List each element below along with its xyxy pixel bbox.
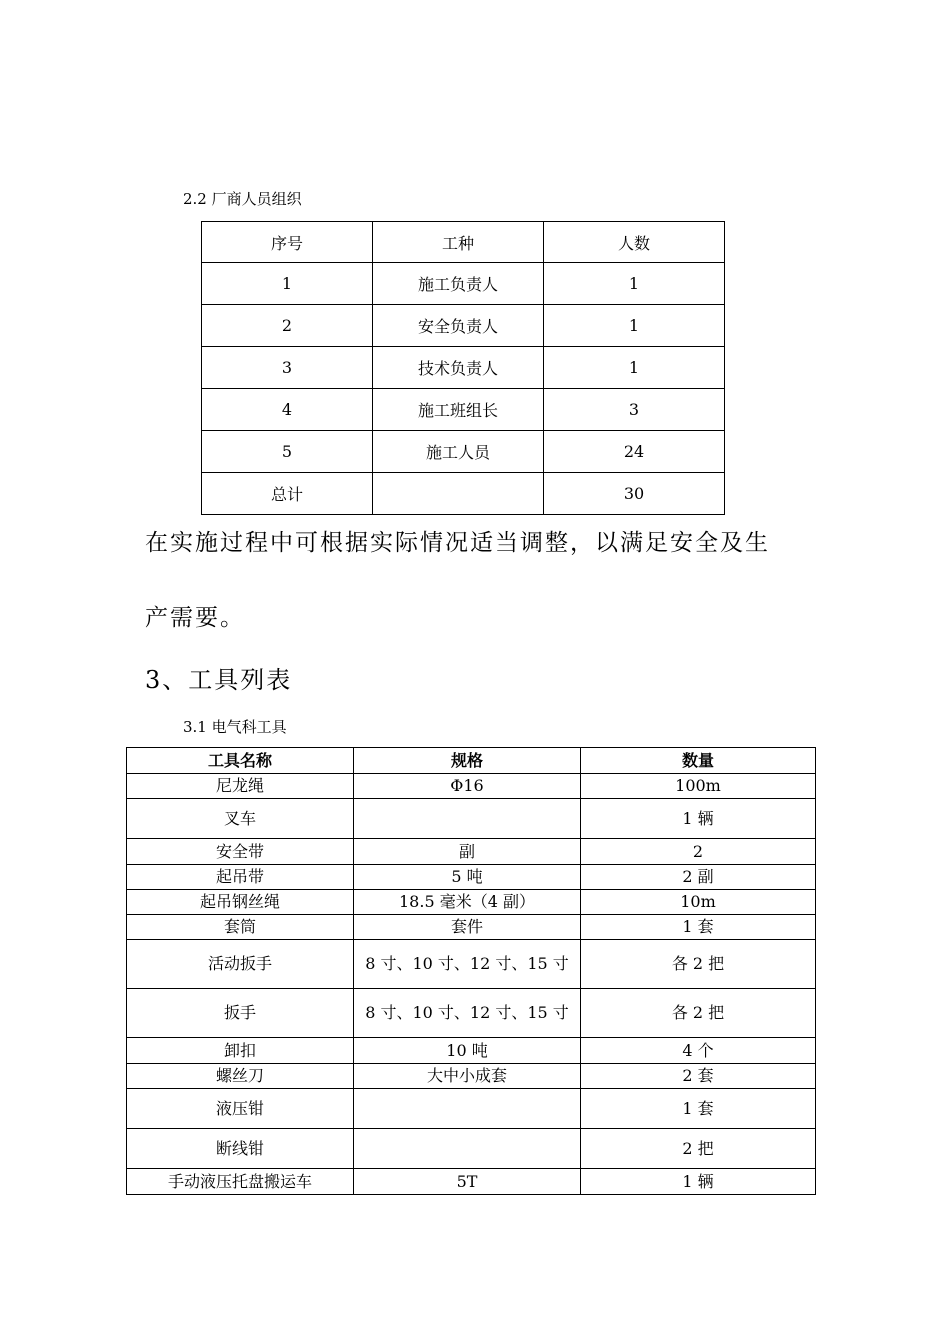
table-row bbox=[127, 774, 816, 799]
table-cell: 3 bbox=[202, 347, 373, 389]
table-row bbox=[127, 1169, 816, 1195]
paragraph-line-2: 产需要。 bbox=[145, 605, 245, 631]
table-cell: 5 吨 bbox=[354, 865, 581, 890]
table-cell bbox=[354, 799, 581, 839]
table-cell: 总计 bbox=[202, 473, 373, 515]
tools-heading: 3、工具列表 bbox=[145, 666, 293, 694]
table-cell: 安全负责人 bbox=[373, 305, 544, 347]
staff-table bbox=[201, 221, 725, 515]
table-cell bbox=[354, 1089, 581, 1129]
table-row bbox=[127, 940, 816, 989]
table-cell: 3 bbox=[544, 389, 725, 431]
table-cell: 1 套 bbox=[581, 915, 816, 940]
table-cell: 起吊带 bbox=[127, 865, 354, 890]
table-cell: 8 寸、10 寸、12 寸、15 寸 bbox=[354, 989, 581, 1038]
table-cell: 大中小成套 bbox=[354, 1064, 581, 1089]
table-row bbox=[127, 890, 816, 915]
table-cell: 套筒 bbox=[127, 915, 354, 940]
table-row bbox=[127, 799, 816, 839]
staff-table-body bbox=[202, 222, 725, 515]
table-cell: 1 bbox=[544, 305, 725, 347]
table-cell: 手动液压托盘搬运车 bbox=[127, 1169, 354, 1195]
table-cell: 施工负责人 bbox=[373, 263, 544, 305]
table-cell: 副 bbox=[354, 839, 581, 865]
tools-table-body bbox=[127, 748, 816, 1195]
table-cell: 螺丝刀 bbox=[127, 1064, 354, 1089]
table-cell: 套件 bbox=[354, 915, 581, 940]
table-cell: 安全带 bbox=[127, 839, 354, 865]
table-cell: 5T bbox=[354, 1169, 581, 1195]
table-cell: 起吊钢丝绳 bbox=[127, 890, 354, 915]
table-cell: 技术负责人 bbox=[373, 347, 544, 389]
table-cell: 30 bbox=[544, 473, 725, 515]
table-cell: 2 bbox=[581, 839, 816, 865]
table-row bbox=[127, 839, 816, 865]
tools-table bbox=[126, 747, 816, 1195]
table-cell: 各 2 把 bbox=[581, 940, 816, 989]
table-cell: 100m bbox=[581, 774, 816, 799]
table-row bbox=[202, 263, 725, 305]
table-row bbox=[127, 989, 816, 1038]
table-row bbox=[202, 431, 725, 473]
table-cell: 各 2 把 bbox=[581, 989, 816, 1038]
table-cell: 1 bbox=[544, 347, 725, 389]
table-cell: 1 bbox=[202, 263, 373, 305]
table-cell: 尼龙绳 bbox=[127, 774, 354, 799]
table-cell bbox=[373, 473, 544, 515]
table-row bbox=[127, 1064, 816, 1089]
table-row bbox=[202, 305, 725, 347]
table-cell: 10 吨 bbox=[354, 1038, 581, 1064]
table-cell: 10m bbox=[581, 890, 816, 915]
table-row bbox=[127, 1089, 816, 1129]
table-header-cell: 规格 bbox=[354, 748, 581, 774]
table-cell: 卸扣 bbox=[127, 1038, 354, 1064]
table-cell: 24 bbox=[544, 431, 725, 473]
table-row bbox=[202, 389, 725, 431]
table-header-cell: 工种 bbox=[373, 222, 544, 263]
table-cell: 2 副 bbox=[581, 865, 816, 890]
table-row bbox=[202, 473, 725, 515]
tools-section-title: 3.1 电气科工具 bbox=[183, 718, 287, 736]
table-header-row bbox=[202, 222, 725, 263]
table-row bbox=[127, 915, 816, 940]
table-header-row bbox=[127, 748, 816, 774]
table-header-cell: 人数 bbox=[544, 222, 725, 263]
table-row bbox=[202, 347, 725, 389]
table-row bbox=[127, 1129, 816, 1169]
table-cell: 活动扳手 bbox=[127, 940, 354, 989]
table-cell: 断线钳 bbox=[127, 1129, 354, 1169]
table-cell: 液压钳 bbox=[127, 1089, 354, 1129]
table-cell bbox=[354, 1129, 581, 1169]
table-cell: 1 辆 bbox=[581, 1169, 816, 1195]
table-row bbox=[127, 1038, 816, 1064]
table-header-cell: 序号 bbox=[202, 222, 373, 263]
table-header-cell: 工具名称 bbox=[127, 748, 354, 774]
table-cell: 2 套 bbox=[581, 1064, 816, 1089]
table-cell: 扳手 bbox=[127, 989, 354, 1038]
table-cell: 1 套 bbox=[581, 1089, 816, 1129]
table-cell: 叉车 bbox=[127, 799, 354, 839]
table-cell: 8 寸、10 寸、12 寸、15 寸 bbox=[354, 940, 581, 989]
table-cell: 18.5 毫米（4 副） bbox=[354, 890, 581, 915]
table-cell: 4 bbox=[202, 389, 373, 431]
staff-section-title: 2.2 厂商人员组织 bbox=[183, 190, 302, 208]
table-cell: 1 bbox=[544, 263, 725, 305]
paragraph-line-1: 在实施过程中可根据实际情况适当调整，以满足安全及生 bbox=[145, 530, 770, 556]
table-cell: 4 个 bbox=[581, 1038, 816, 1064]
table-cell: Φ16 bbox=[354, 774, 581, 799]
table-header-cell: 数量 bbox=[581, 748, 816, 774]
table-row bbox=[127, 865, 816, 890]
table-cell: 施工人员 bbox=[373, 431, 544, 473]
table-cell: 2 把 bbox=[581, 1129, 816, 1169]
table-cell: 2 bbox=[202, 305, 373, 347]
table-cell: 5 bbox=[202, 431, 373, 473]
table-cell: 1 辆 bbox=[581, 799, 816, 839]
table-cell: 施工班组长 bbox=[373, 389, 544, 431]
